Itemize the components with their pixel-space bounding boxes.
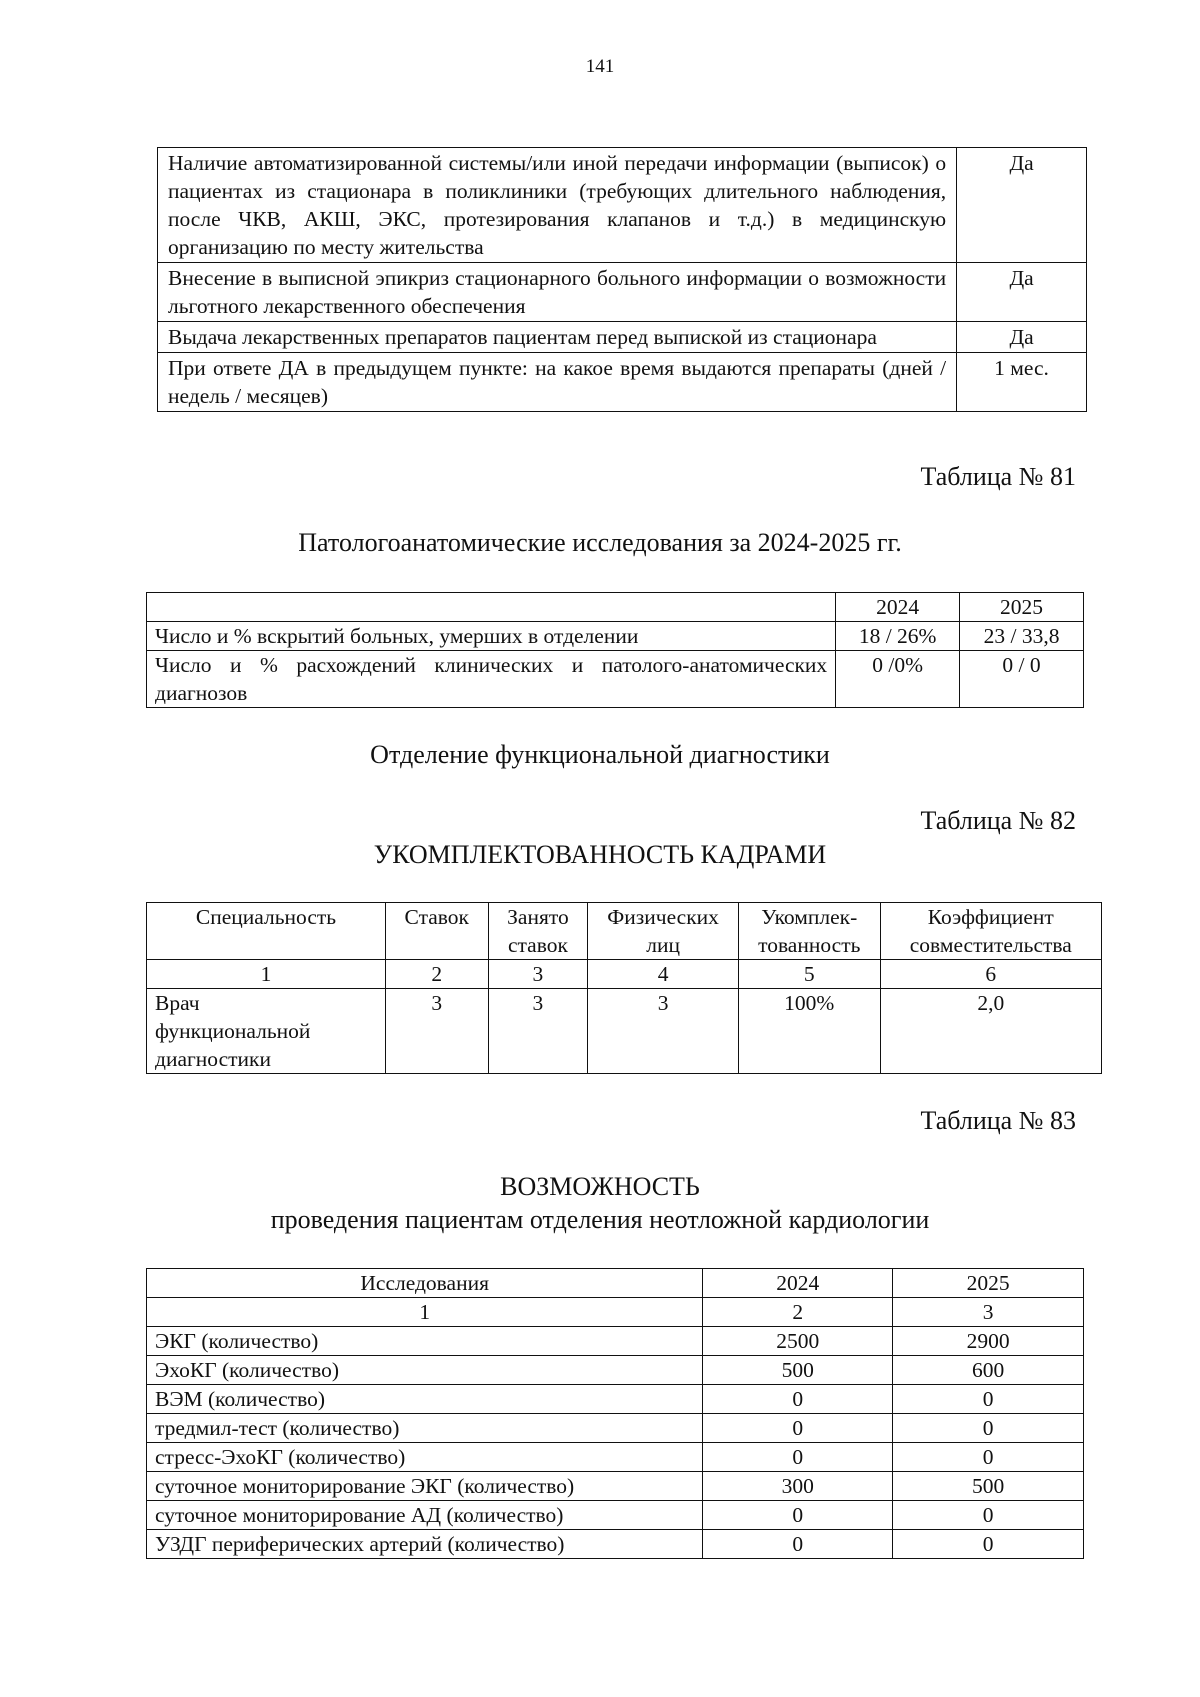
table-cell: 500	[703, 1356, 893, 1385]
section-title: Отделение функциональной диагностики	[370, 740, 830, 769]
table-cell: 0 / 0	[960, 651, 1084, 708]
table-cell: 2,0	[880, 989, 1101, 1074]
table-cell: 0	[703, 1501, 893, 1530]
table-header-cell: Ставок	[385, 903, 488, 960]
table-row	[147, 1501, 1084, 1530]
table-cell: 3	[588, 989, 739, 1074]
table-header-cell: 2025	[893, 1269, 1084, 1298]
table-header-cell: Занято ставок	[488, 903, 588, 960]
table-number-row	[147, 960, 1102, 989]
table-cell: 23 / 33,8	[960, 622, 1084, 651]
table-row	[147, 989, 1102, 1074]
table-cell: При ответе ДА в предыдущем пункте: на какое время выдаются препараты (дней / недель / месяцев)	[158, 353, 957, 412]
table-82-caption: Таблица № 82	[920, 806, 1076, 835]
table-header-row	[147, 903, 1102, 960]
table-cell: суточное мониторирование ЭКГ (количество)	[147, 1472, 703, 1501]
examinations-table	[146, 1268, 1084, 1559]
table-81-title: Патологоанатомические исследования за 2024-2025 гг.	[298, 528, 902, 557]
table-row	[147, 651, 1084, 708]
table-cell	[147, 593, 836, 622]
table-cell: 0	[703, 1530, 893, 1559]
table-cell: 300	[703, 1472, 893, 1501]
table-cell: ЭКГ (количество)	[147, 1327, 703, 1356]
table-83-caption: Таблица № 83	[920, 1106, 1076, 1135]
table-row	[158, 322, 1087, 353]
table-number-row	[147, 1298, 1084, 1327]
table-cell: 1	[147, 960, 386, 989]
table-header-row	[147, 1269, 1084, 1298]
table-cell: 1	[147, 1298, 703, 1327]
table-83-subtitle: проведения пациентам отделения неотложной кардиологии	[270, 1205, 930, 1234]
table-cell: 0	[893, 1530, 1084, 1559]
table-row	[147, 1414, 1084, 1443]
table-cell: 2	[703, 1298, 893, 1327]
table-cell: 0	[703, 1385, 893, 1414]
table-header-cell: Специальность	[147, 903, 386, 960]
table-cell: УЗДГ периферических артерий (количество)	[147, 1530, 703, 1559]
table-row	[147, 1327, 1084, 1356]
table-cell: 2900	[893, 1327, 1084, 1356]
table-cell: 500	[893, 1472, 1084, 1501]
table-header-cell: Исследования	[147, 1269, 703, 1298]
table-header-cell: Укомплек-тованность	[738, 903, 880, 960]
table-cell: 3	[385, 989, 488, 1074]
table-cell: 1 мес.	[957, 353, 1087, 412]
table-cell: Число и % расхождений клинических и патолого-анатомических диагнозов	[147, 651, 836, 708]
table-row	[147, 622, 1084, 651]
table-cell: Да	[957, 322, 1087, 353]
table-cell: 0	[893, 1501, 1084, 1530]
table-cell: 3	[488, 960, 588, 989]
table-row	[158, 148, 1087, 263]
table-cell: 2500	[703, 1327, 893, 1356]
table-row	[158, 353, 1087, 412]
table-cell: суточное мониторирование АД (количество)	[147, 1501, 703, 1530]
table-cell: 5	[738, 960, 880, 989]
table-row	[147, 1530, 1084, 1559]
table-cell: 3	[488, 989, 588, 1074]
table-cell: Выдача лекарственных препаратов пациентам перед выпиской из стационара	[158, 322, 957, 353]
table-83-title: ВОЗМОЖНОСТЬ	[500, 1172, 700, 1201]
table-cell: Врач функциональной диагностики	[147, 989, 386, 1074]
table-row	[158, 263, 1087, 322]
table-cell: 4	[588, 960, 739, 989]
table-cell: 600	[893, 1356, 1084, 1385]
table-cell: Число и % вскрытий больных, умерших в отделении	[147, 622, 836, 651]
table-header-cell: Физических лиц	[588, 903, 739, 960]
table-cell: Наличие автоматизированной системы/или иной передачи информации (выписок) о пациентах из стационара в поликлиники (требующих длительного наблюдения, после ЧКВ, АКШ, ЭКС, протезирования клапанов и т.д.) в медицинскую организацию по месту жительства	[158, 148, 957, 263]
table-cell: 0	[703, 1443, 893, 1472]
table-cell: 2	[385, 960, 488, 989]
table-cell: 0	[893, 1414, 1084, 1443]
table-cell: 0	[893, 1385, 1084, 1414]
table-cell: Да	[957, 263, 1087, 322]
table-header-row	[147, 593, 1084, 622]
discharge-info-table	[157, 147, 1087, 412]
table-cell: 100%	[738, 989, 880, 1074]
table-81-caption: Таблица № 81	[920, 462, 1076, 491]
table-cell: 0	[703, 1414, 893, 1443]
table-cell: стресс-ЭхоКГ (количество)	[147, 1443, 703, 1472]
table-row	[147, 1385, 1084, 1414]
staffing-table	[146, 902, 1102, 1074]
table-header-cell: 2024	[836, 593, 960, 622]
table-cell: 6	[880, 960, 1101, 989]
table-cell: ВЭМ (количество)	[147, 1385, 703, 1414]
table-header-cell: 2025	[960, 593, 1084, 622]
table-row	[147, 1443, 1084, 1472]
page-number: 141	[585, 56, 615, 77]
table-cell: Да	[957, 148, 1087, 263]
table-cell: ЭхоКГ (количество)	[147, 1356, 703, 1385]
table-cell: тредмил-тест (количество)	[147, 1414, 703, 1443]
table-cell: 18 / 26%	[836, 622, 960, 651]
table-cell: 0	[893, 1443, 1084, 1472]
table-row	[147, 1356, 1084, 1385]
table-cell: Внесение в выписной эпикриз стационарного больного информации о возможности льготного лекарственного обеспечения	[158, 263, 957, 322]
table-row	[147, 1472, 1084, 1501]
table-82-title: УКОМПЛЕКТОВАННОСТЬ КАДРАМИ	[373, 840, 827, 869]
table-header-cell: 2024	[703, 1269, 893, 1298]
table-cell: 3	[893, 1298, 1084, 1327]
table-cell: 0 /0%	[836, 651, 960, 708]
table-header-cell: Коэффициент совместительства	[880, 903, 1101, 960]
autopsy-table	[146, 592, 1084, 708]
